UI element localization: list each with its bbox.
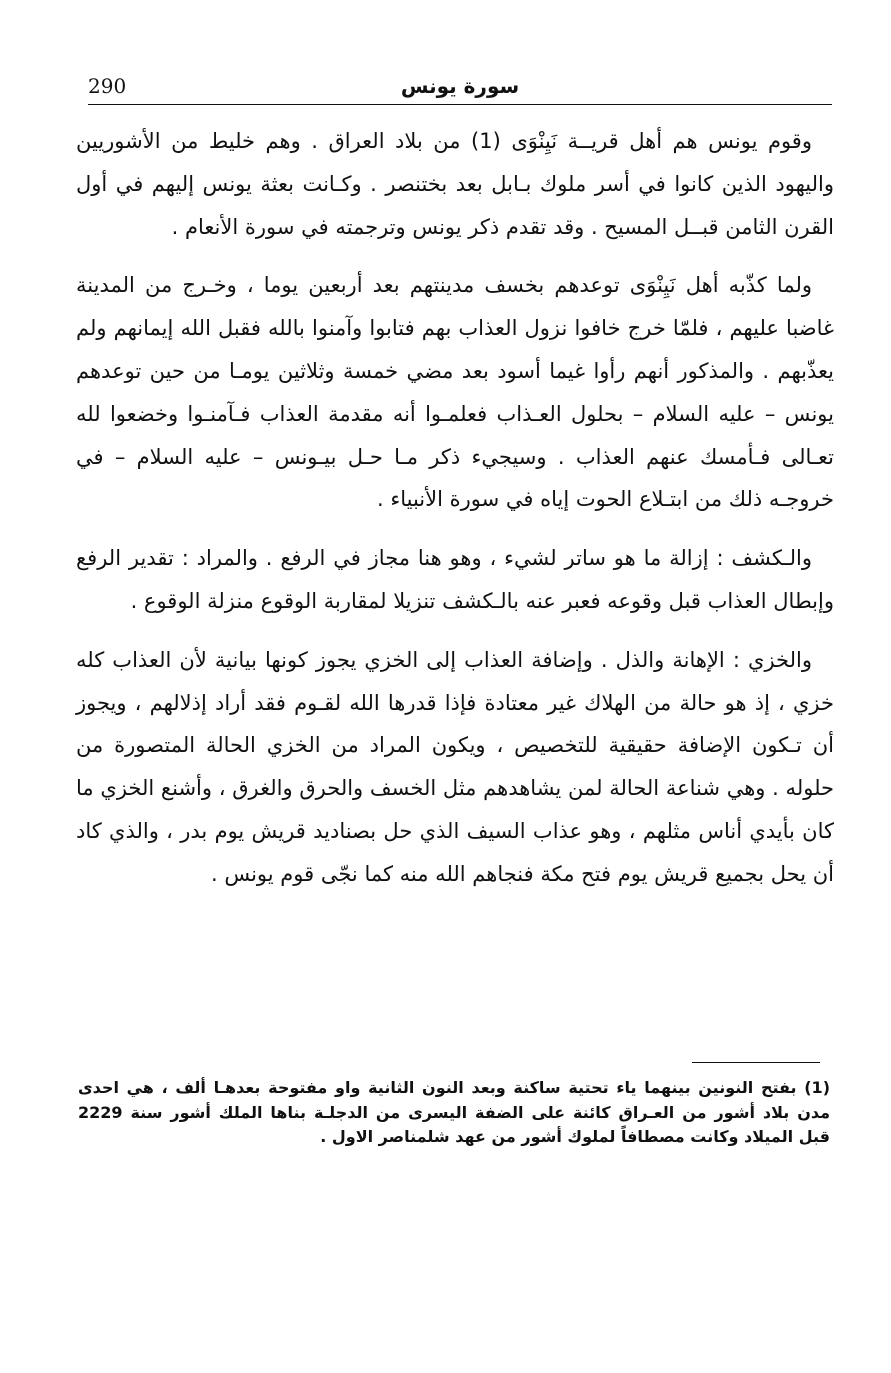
page-header — [88, 70, 832, 104]
main-text — [76, 120, 834, 912]
footnote-text: (1) بفتح النونين بينهما ياء تحتية ساكنة وبعد النون الثانية واو مفتوحة بعدهـا ألف ، هي احدى مدن بلاد أشور من العـراق كائنة على الضفة اليسرى من الدجلـة بناها الملك أشور سنة 2229 قبل الميلاد وكانت مصطافاً لملوك أشور من عهد شلمناصر الاول . — [78, 1078, 830, 1146]
paragraph: والـكشف : إزالة ما هو ساتر لشيء ، وهو هنا مجاز في الرفع . والمراد : تقدير الرفع وإبطال العذاب قبل وقوعه فعبر عنه بالـكشف تنزيلا لمقاربة الوقوع منزلة الوقوع . — [76, 546, 834, 613]
page-number: 290 — [88, 74, 127, 98]
paragraph: وقوم يونس هم أهل قريــة نَيِنْوَى (1) من بلاد العراق . وهم خليط من الأشوريين واليهود الذين كانوا في أسر ملوك بـابل بعد بختنصر . وكـانت بعثة يونس إليهم في أول القرن الثامن قبــل المسيح . وقد تقدم ذكر يونس وترجمته في سورة الأنعام . — [76, 129, 834, 239]
header-rule — [88, 104, 832, 105]
paragraph: والخزي : الإهانة والذل . وإضافة العذاب إلى الخزي يجوز كونها بيانية لأن العذاب كله خزي ، إذ هو حالة من الهلاك غير معتادة فإذا قدرها الله لقـوم فقد أراد إذلالهم ، ويجوز أن تـكون الإضافة حقيقية للتخصيص ، ويكون المراد من الخزي الحالة المتصورة من حلوله . وهي شناعة الحالة لمن يشاهدهم مثل الخسف والحرق والغرق ، وأشنع الخزي ما كان بأيدي أناس مثلهم ، وهو عذاب السيف الذي حل بصناديد قريش يوم بدر ، والذي كاد أن يحل بجميع قريش يوم فتح مكة فنجاهم الله منه كما نجّى قوم يونس . — [76, 647, 834, 886]
paragraph: ولما كذّبه أهل نَيِنْوَى توعدهم بخسف مدينتهم بعد أربعين يوما ، وخـرج من المدينة غاضبا عليهم ، فلمّا خرج خافوا نزول العذاب بهم فتابوا وآمنوا بالله فقبل الله إيمانهم ولم يعذّبهم . والمذكور أنهم رأوا غيما أسود بعد مضي خمسة وثلاثين يومـا من حين توعدهم يونس – عليه السلام – بحلول العـذاب فعلمـوا أنه مقدمة العذاب فـآمنـوا وخضعوا لله تعـالى فـأمسك عنهم العذاب . وسيجيء ذكر مـا حـل بيـونس – عليه السلام – في خروجـه ذلك من ابتـلاع الحوت إياه في سورة الأنبياء . — [76, 273, 834, 512]
footnote-rule — [692, 1062, 820, 1063]
surah-title: سورة يونس — [400, 74, 520, 98]
footnote-block — [78, 1076, 830, 1150]
